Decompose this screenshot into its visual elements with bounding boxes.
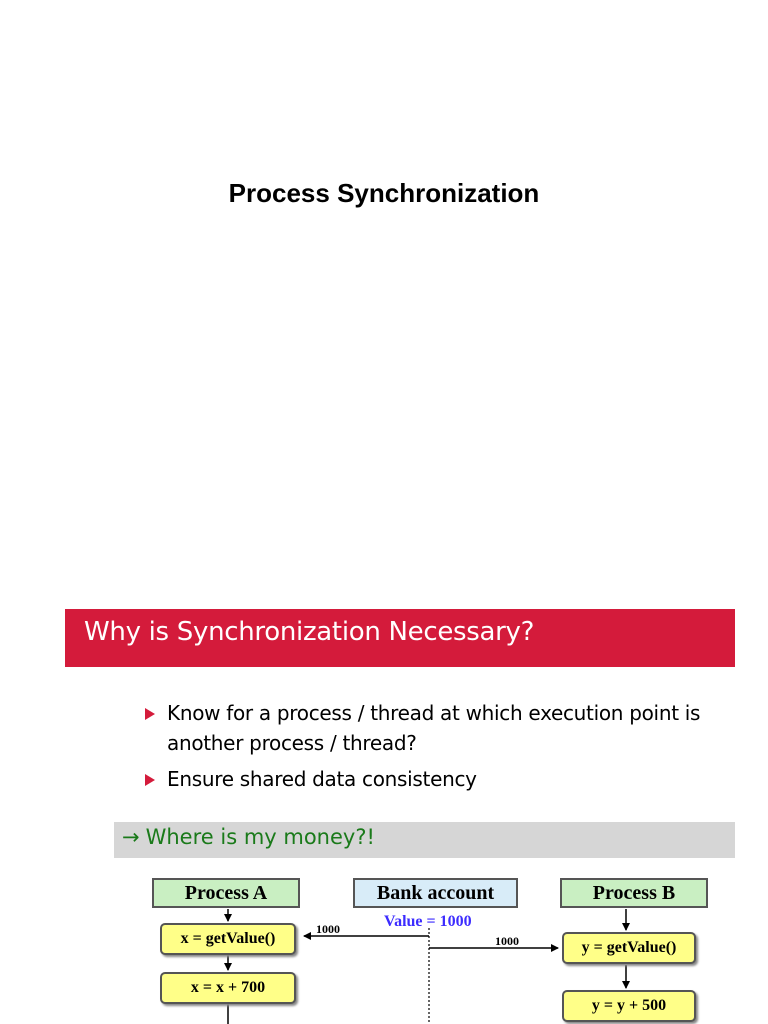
- slide-header-title: Why is Synchronization Necessary?: [84, 617, 535, 647]
- transfer-label-b: 1000: [495, 934, 519, 948]
- bullet-text: Ensure shared data consistency: [167, 767, 477, 791]
- bullet-list: [145, 698, 725, 800]
- bank-value: Value = 1000: [384, 913, 472, 930]
- example-block-title: [122, 825, 375, 849]
- process-a-title: Process A: [152, 878, 300, 908]
- bank-account-title: Bank account: [353, 878, 518, 908]
- triangle-bullet-icon: [145, 774, 155, 786]
- bullet-item: [145, 698, 725, 758]
- bullet-item: [145, 764, 725, 794]
- example-block-header: [114, 822, 735, 858]
- race-condition-diagram: [140, 868, 730, 1024]
- bullet-text: Know for a process / thread at which execution point is another process / thread?: [167, 701, 701, 755]
- transfer-label-a: 1000: [316, 922, 340, 936]
- process-b-title: Process B: [560, 878, 708, 908]
- process-b-step-add: y = y + 500: [562, 990, 696, 1022]
- example-block-title-text: Where is my money?!: [145, 825, 375, 849]
- process-b-step-get-value: y = getValue(): [562, 932, 696, 964]
- document-title: Process Synchronization: [228, 178, 540, 208]
- process-a-step-add: x = x + 700: [160, 972, 296, 1004]
- process-a-step-get-value: x = getValue(): [160, 923, 296, 955]
- slide-header: [65, 609, 735, 667]
- triangle-bullet-icon: [145, 708, 155, 720]
- right-arrow-icon: →: [122, 825, 140, 849]
